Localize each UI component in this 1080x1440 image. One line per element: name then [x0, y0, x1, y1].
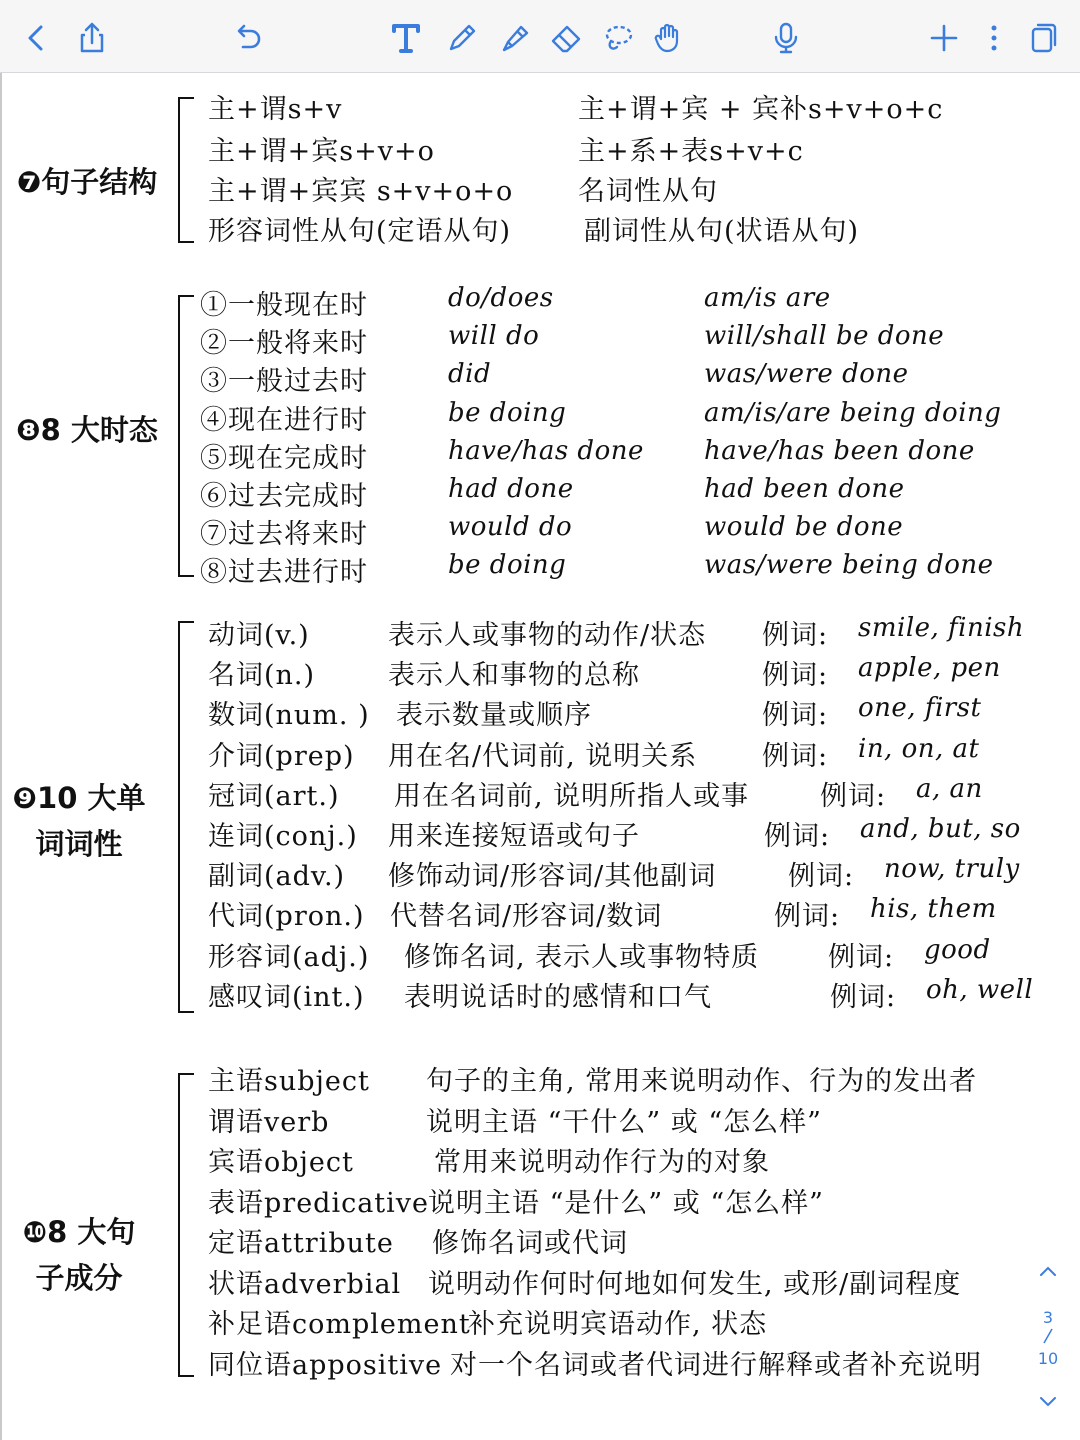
- tense-name: ⑧过去进行时: [200, 557, 368, 589]
- chevron-down-icon[interactable]: [1034, 1394, 1062, 1413]
- chevron-up-icon[interactable]: [1034, 1263, 1062, 1282]
- active-form: would do: [448, 512, 573, 543]
- sentence-element-name: 补足语complement: [208, 1309, 471, 1340]
- passive-form: would be done: [704, 512, 904, 543]
- word-class-description: 用在名/代词前, 说明关系: [388, 740, 698, 772]
- example-words: one, first: [858, 693, 982, 724]
- sentence-element-description: 修饰名词或代词: [432, 1228, 628, 1259]
- current-page-number: 3: [1042, 1308, 1054, 1327]
- example-label: 例词:: [774, 901, 841, 933]
- section-9-title-line1: ❾10 大单: [12, 781, 146, 815]
- note-page[interactable]: [0, 73, 1080, 1440]
- example-label: 例词:: [828, 941, 895, 973]
- word-class-description: 表示人或事物的动作/状态: [388, 620, 707, 651]
- section-9-bracket: [178, 621, 194, 1013]
- section-7-bracket: [178, 97, 194, 243]
- pen-icon[interactable]: [442, 18, 482, 58]
- word-class-description: 用来连接短语或句子: [388, 821, 640, 852]
- sentence-element-description: 说明动作何时何地如何发生, 或形/副词程度: [428, 1268, 962, 1300]
- example-label: 例词:: [762, 620, 829, 651]
- word-class-name: 代词(pron.): [208, 901, 365, 933]
- share-icon[interactable]: [72, 18, 112, 58]
- pages-icon[interactable]: [1024, 18, 1064, 58]
- sentence-element-name: 主语subject: [208, 1066, 370, 1097]
- word-class-description: 表明说话时的感情和口气: [404, 981, 712, 1013]
- sentence-element-name: 谓语verb: [208, 1106, 330, 1138]
- example-words: a, an: [916, 773, 983, 804]
- page-navigator[interactable]: [1034, 1263, 1062, 1413]
- word-class-description: 代替名词/形容词/数词: [390, 901, 663, 933]
- active-form: did: [448, 359, 492, 390]
- word-class-name: 名词(n.): [208, 660, 316, 692]
- section-8-bracket: [178, 295, 194, 577]
- sentence-element-description: 补充说明宾语动作, 状态: [468, 1309, 768, 1340]
- s7-line-4-left: 形容词性从句(定语从句): [208, 216, 512, 247]
- highlighter-icon[interactable]: [494, 18, 534, 58]
- active-form: have/has done: [448, 435, 644, 466]
- section-8-title: ❽8 大时态: [16, 413, 158, 447]
- tense-name: ⑦过去将来时: [200, 519, 368, 551]
- example-words: in, on, at: [858, 733, 980, 764]
- passive-form: was/were being done: [704, 550, 994, 581]
- section-9-title-line2: 词词性: [35, 827, 123, 861]
- section-10-bracket: [178, 1073, 194, 1377]
- s7-line-1-right: 主+谓+宾 + 宾补s+v+o+c: [578, 94, 944, 125]
- example-words: now, truly: [884, 854, 1020, 885]
- tense-name: ③一般过去时: [200, 366, 368, 398]
- back-icon[interactable]: [16, 18, 56, 58]
- example-label: 例词:: [762, 700, 829, 732]
- text-tool-icon[interactable]: [386, 18, 426, 58]
- s7-line-3-left: 主+谓+宾宾 s+v+o+o: [208, 176, 514, 207]
- active-form: had done: [448, 474, 574, 504]
- slash-divider: [1034, 1327, 1062, 1349]
- word-class-description: 用在名词前, 说明所指人或事: [394, 780, 750, 812]
- s7-line-2-left: 主+谓+宾s+v+o: [208, 136, 435, 167]
- example-label: 例词:: [788, 861, 855, 893]
- sentence-element-description: 说明主语 “干什么” 或 “怎么样”: [426, 1106, 822, 1138]
- s7-line-1-left: 主+谓s+v: [208, 94, 343, 125]
- passive-form: had been done: [704, 474, 905, 504]
- sentence-element-description: 句子的主角, 常用来说明动作、行为的发出者: [426, 1066, 978, 1097]
- example-words: apple, pen: [858, 653, 1001, 684]
- active-form: will do: [448, 321, 540, 352]
- sentence-element-name: 宾语object: [208, 1147, 354, 1178]
- tense-name: ⑥过去完成时: [200, 481, 368, 512]
- hand-icon[interactable]: [648, 18, 688, 58]
- word-class-description: 表示数量或顺序: [396, 700, 592, 732]
- word-class-description: 修饰名词, 表示人或事物特质: [404, 941, 760, 973]
- word-class-name: 副词(adv.): [208, 861, 346, 893]
- total-page-number: 10: [1037, 1349, 1059, 1368]
- s7-line-4-right: 副词性从句(状语从句): [584, 216, 860, 247]
- passive-form: have/has been done: [704, 435, 975, 466]
- example-label: 例词:: [764, 821, 831, 852]
- passive-form: am/is/are being doing: [704, 397, 1002, 428]
- example-words: and, but, so: [860, 814, 1021, 844]
- word-class-name: 连词(conj.): [208, 821, 358, 852]
- section-7-title: ❼句子结构: [16, 165, 158, 199]
- example-label: 例词:: [820, 780, 887, 812]
- lasso-icon[interactable]: [598, 18, 638, 58]
- s7-line-2-right: 主+系+表s+v+c: [578, 136, 804, 167]
- sentence-element-name: 表语predicative: [208, 1187, 430, 1219]
- active-form: be doing: [448, 550, 567, 581]
- passive-form: am/is are: [704, 283, 831, 313]
- tense-name: ①一般现在时: [200, 290, 368, 321]
- word-class-description: 表示人和事物的总称: [388, 660, 640, 692]
- s7-line-3-right: 名词性从句: [578, 176, 718, 207]
- add-icon[interactable]: [924, 18, 964, 58]
- active-form: do/does: [448, 283, 554, 313]
- more-icon[interactable]: [974, 18, 1014, 58]
- microphone-icon[interactable]: [766, 18, 806, 58]
- sentence-element-description: 说明主语 “是什么” 或 “怎么样”: [428, 1187, 824, 1219]
- example-words: his, them: [870, 894, 997, 925]
- word-class-name: 感叹词(int.): [208, 981, 365, 1013]
- example-label: 例词:: [762, 660, 829, 692]
- undo-icon[interactable]: [228, 18, 268, 58]
- passive-form: will/shall be done: [704, 321, 945, 352]
- eraser-icon[interactable]: [546, 18, 586, 58]
- section-10-title-line2: 子成分: [35, 1261, 123, 1295]
- tense-name: ⑤现在完成时: [200, 442, 368, 474]
- sentence-element-name: 状语adverbial: [208, 1268, 402, 1300]
- word-class-name: 动词(v.): [208, 620, 310, 651]
- tense-name: ④现在进行时: [200, 404, 368, 436]
- sentence-element-description: 对一个名词或者代词进行解释或者补充说明: [450, 1349, 982, 1381]
- sentence-element-description: 常用来说明动作行为的对象: [434, 1147, 770, 1178]
- example-words: good: [924, 934, 991, 965]
- example-words: oh, well: [926, 974, 1034, 1005]
- example-label: 例词:: [762, 740, 829, 772]
- sentence-element-name: 定语attribute: [208, 1228, 394, 1259]
- tense-name: ②一般将来时: [200, 328, 368, 360]
- example-words: smile, finish: [858, 613, 1025, 643]
- example-label: 例词:: [830, 981, 897, 1013]
- active-form: be doing: [448, 397, 567, 428]
- word-class-name: 冠词(art.): [208, 780, 340, 812]
- word-class-name: 介词(prep): [208, 740, 355, 772]
- word-class-name: 形容词(adj.): [208, 941, 370, 973]
- passive-form: was/were done: [704, 359, 909, 390]
- toolbar: [0, 0, 1080, 73]
- sentence-element-name: 同位语appositive: [208, 1349, 443, 1381]
- section-10-title-line1: ❿8 大句: [22, 1215, 136, 1249]
- word-class-description: 修饰动词/形容词/其他副词: [388, 861, 717, 893]
- word-class-name: 数词(num. ): [208, 700, 370, 732]
